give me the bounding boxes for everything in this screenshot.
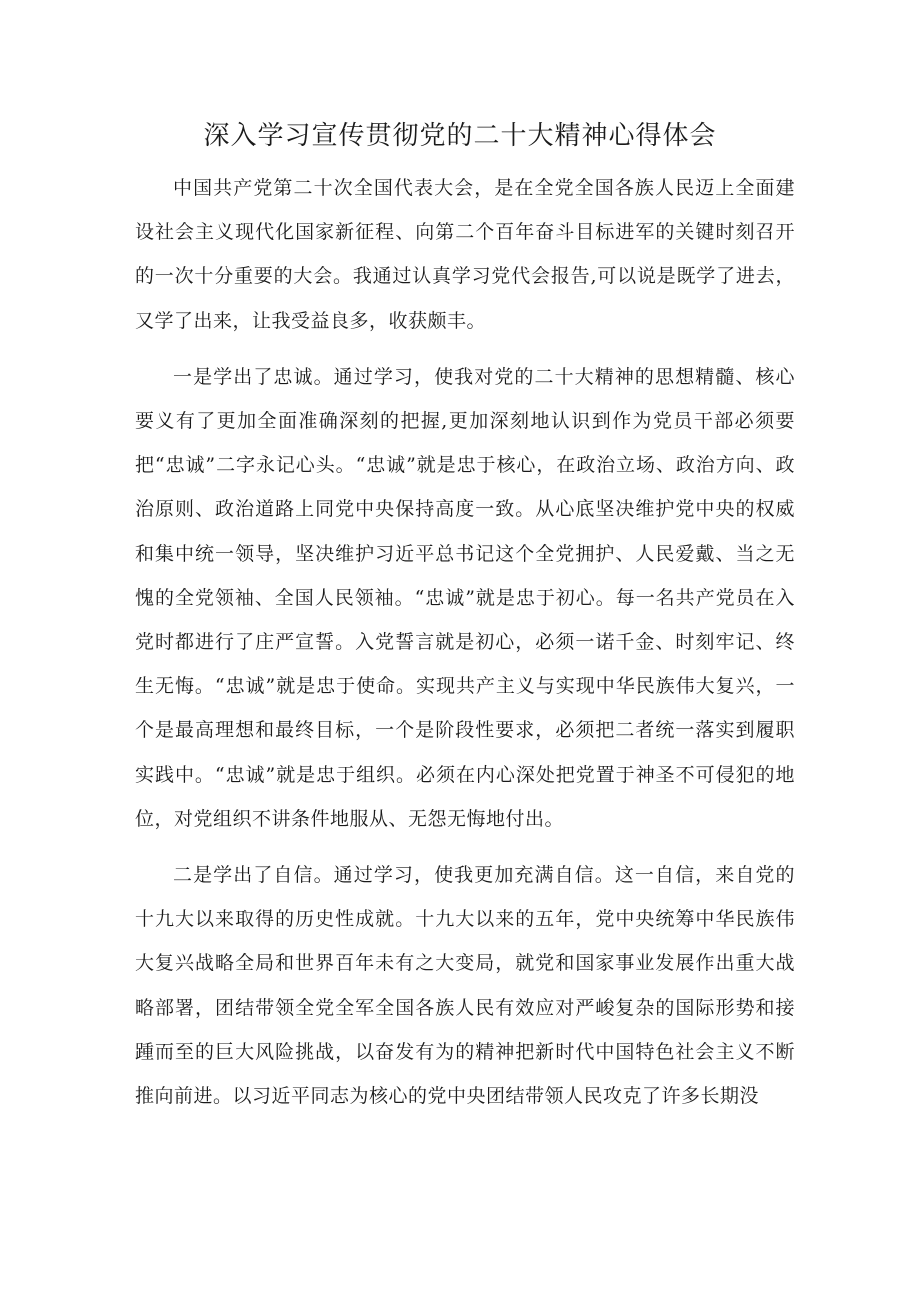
paragraph-loyalty: 一是学出了忠诚。通过学习，使我对党的二十大精神的思想精髓、核心要义有了更加全面准确深刻的把握,更加深刻地认识到作为党员干部必须要把“忠诚”二字永记心头。“忠诚”就是忠于核心，在政治立场、政治方向、政治原则、政治道路上同党中央保持高度一致。从心底坚决维护党中央的权威和集中统一领导，坚决维护习近平总书记这个全党拥护、人民爱戴、当之无愧的全党领袖、全国人民领袖。“忠诚”就是忠于初心。每一名共产党员在入党时都进行了庄严宣誓。入党誓言就是初心，必须一诺千金、时刻牢记、终生无悔。“忠诚”就是忠于使命。实现共产主义与实现中华民族伟大复兴，一个是最高理想和最终目标，一个是阶段性要求，必须把二者统一落实到履职实践中。“忠诚”就是忠于组织。必须在内心深处把党置于神圣不可侵犯的地位，对党组织不讲条件地服从、无怨无悔地付出。 bbox=[135, 365, 795, 830]
document-body bbox=[135, 166, 795, 1130]
paragraph-intro: 中国共产党第二十次全国代表大会，是在全党全国各族人民迈上全面建设社会主义现代化国家新征程、向第二个百年奋斗目标进军的关键时刻召开的一次十分重要的大会。我通过认真学习党代会报告,可以说是既学了进去，又学了出来，让我受益良多，收获颇丰。 bbox=[135, 177, 795, 332]
document-title: 深入学习宣传贯彻党的二十大精神心得体会 bbox=[203, 121, 717, 151]
paragraph-confidence: 二是学出了自信。通过学习，使我更加充满自信。这一自信，来自党的十九大以来取得的历史性成就。十九大以来的五年，党中央统筹中华民族伟大复兴战略全局和世界百年未有之大变局，就党和国家事业发展作出重大战略部署，团结带领全党全军全国各族人民有效应对严峻复杂的国际形势和接踵而至的巨大风险挑战，以奋发有为的精神把新时代中国特色社会主义不断推向前进。以习近平同志为核心的党中央团结带领人民攻克了许多长期没 bbox=[135, 864, 795, 1108]
